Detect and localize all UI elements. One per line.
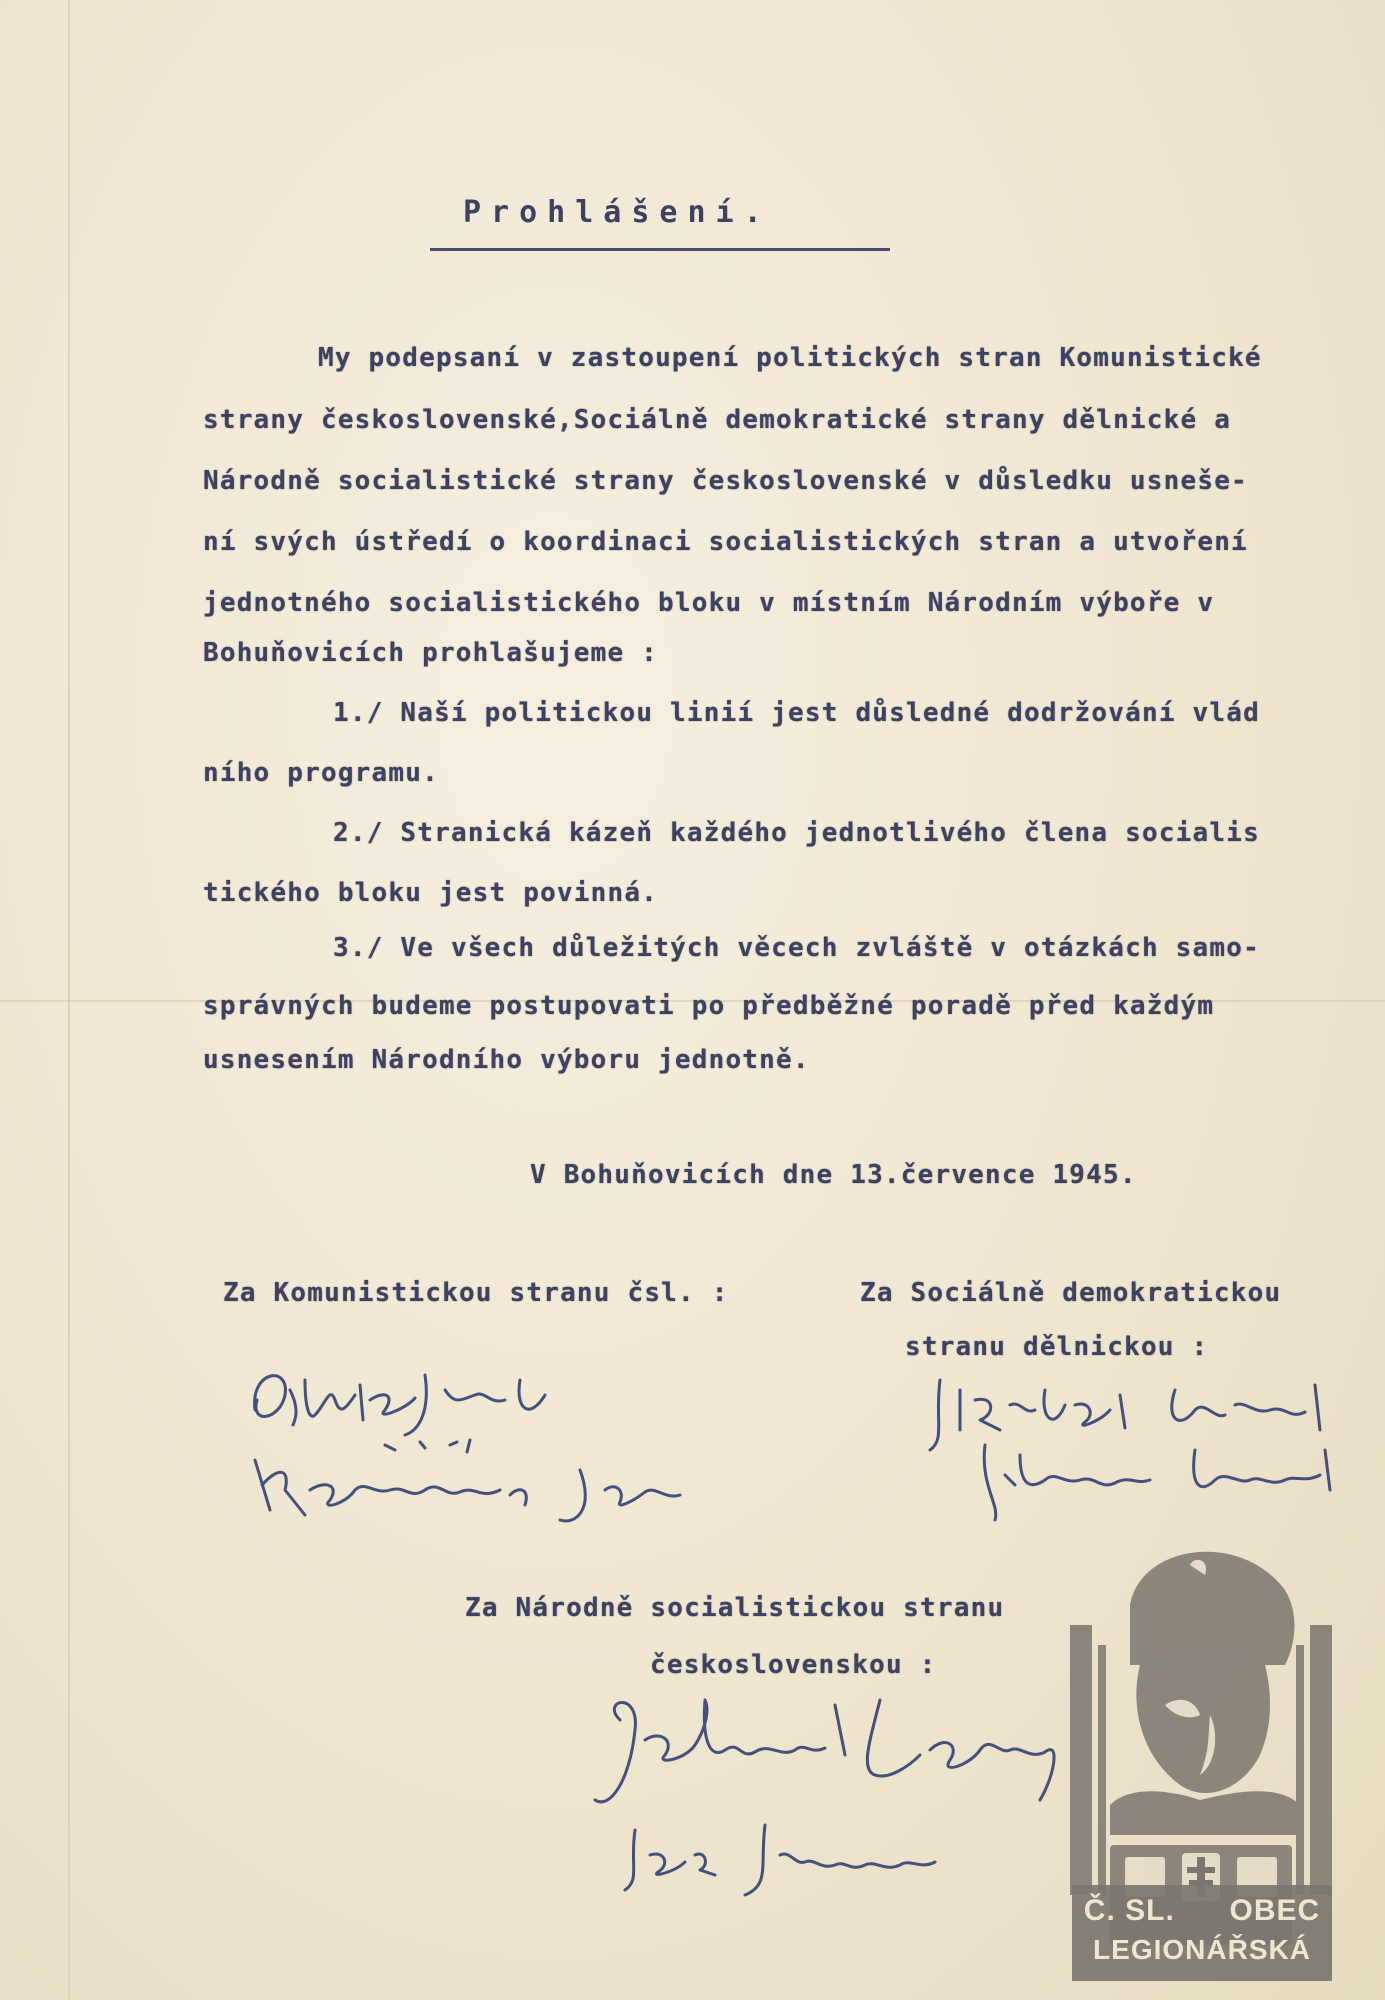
csd-label-line-1: Za Sociálně demokratickou [860,1278,1282,1308]
point-3-line-3: usnesením Národního výboru jednotně. [203,1045,810,1075]
point-1-line-1: 1./ Naší politickou linií jest důsledné dodržování vlád [333,698,1260,728]
date-line: V Bohuňovicích dne 13.července 1945. [530,1160,1137,1190]
title-underline [430,248,890,251]
body-line-4: ní svých ústředí o koordinaci socialistických stran a utvoření [203,527,1248,557]
point-2-line-2: tického bloku jest povinná. [203,878,659,908]
ns-label-line-1: Za Národně socialistickou stranu [465,1593,1005,1623]
ns-label-line-2: československou : [650,1650,937,1680]
kscs-label: Za Komunistickou stranu čsl. : [223,1278,729,1308]
body-line-1: My podepsaní v zastoupení politických stran Komunistické [318,343,1262,373]
point-3-line-2: správných budeme postupovati po předběžné poradě před každým [203,991,1215,1021]
signature-juracek [620,1810,950,1900]
document-title: Prohlášení. [463,195,772,230]
point-1-line-2: ního programu. [203,758,439,788]
seal-line-1: Č. SL. [1083,1894,1175,1927]
body-line-3: Národně socialistické strany československé v důsledku usneše- [203,466,1248,496]
csd-label-line-2: stranu dělnickou : [905,1332,1209,1362]
seal-line-2: OBEC [1229,1894,1321,1927]
body-line-5: jednotného socialistického bloku v místním Národním výboře v [203,588,1215,618]
point-3-line-1: 3./ Ve všech důležitých věcech zvláště v otázkách samo- [333,933,1260,963]
seal-line-3: LEGIONÁŘSKÁ [1093,1934,1311,1965]
seal-text [1082,1893,1322,1971]
signature-kovariman [250,1440,720,1540]
body-line-6: Bohuňovicích prohlašujeme : [203,638,659,668]
signature-hlavicka [975,1425,1375,1525]
point-2-line-1: 2./ Stranická kázeň každého jednotlivého člena socialis [333,818,1260,848]
body-line-2: strany československé,Sociálně demokratické strany dělnické a [203,405,1232,435]
